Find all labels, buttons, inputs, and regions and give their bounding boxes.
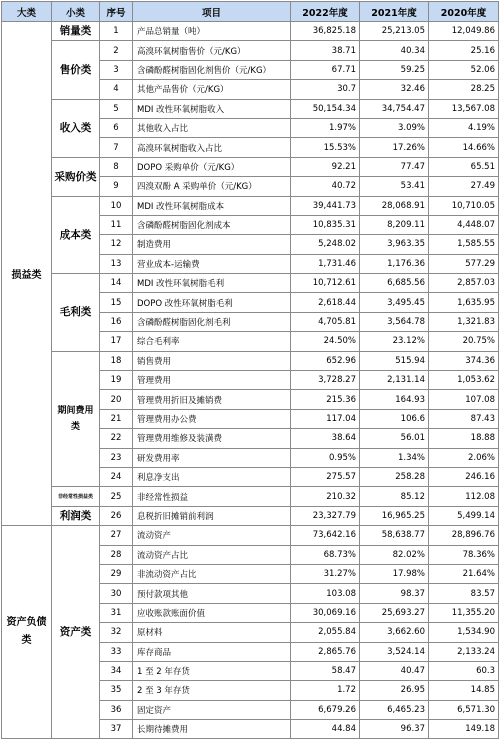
value-2020: 1,534.90 [429, 623, 499, 642]
value-2022: 0.95% [291, 448, 360, 467]
value-2021: 17.98% [360, 564, 429, 583]
minor-category-cell: 非经常性损益类 [52, 487, 100, 506]
value-2020: 11,355.20 [429, 603, 499, 622]
major-category-cell: 资产负债类 [2, 526, 52, 739]
value-2022: 24.50% [291, 332, 360, 351]
row-index: 7 [100, 138, 133, 157]
value-2020: 2,133.24 [429, 642, 499, 661]
row-item: 1 至 2 年存货 [133, 661, 291, 680]
minor-category-cell: 资产类 [52, 526, 100, 739]
value-2022: 73,642.16 [291, 526, 360, 545]
value-2022: 1,731.46 [291, 254, 360, 273]
row-item: 管理费用办公费 [133, 409, 291, 428]
value-2022: 67.71 [291, 60, 360, 79]
row-item: 制造费用 [133, 235, 291, 254]
row-index: 3 [100, 60, 133, 79]
row-item: 预付款项其他 [133, 584, 291, 603]
value-2021: 3,524.14 [360, 642, 429, 661]
value-2021: 40.47 [360, 661, 429, 680]
row-index: 29 [100, 564, 133, 583]
value-2020: 65.51 [429, 157, 499, 176]
value-2021: 258.28 [360, 467, 429, 486]
row-index: 18 [100, 351, 133, 370]
value-2020: 4,448.07 [429, 215, 499, 234]
value-2020: 14.66% [429, 138, 499, 157]
value-2020: 374.36 [429, 351, 499, 370]
value-2021: 34,754.47 [360, 99, 429, 118]
row-item: 其他收入占比 [133, 118, 291, 137]
table-row [2, 526, 499, 545]
value-2022: 117.04 [291, 409, 360, 428]
table-row [2, 41, 499, 60]
row-item: MDI 改性环氧树脂成本 [133, 196, 291, 215]
row-index: 23 [100, 448, 133, 467]
minor-category-cell: 采购价类 [52, 157, 100, 196]
table-row [2, 506, 499, 525]
minor-category-cell: 收入类 [52, 99, 100, 157]
row-item: 流动资产 [133, 526, 291, 545]
value-2020: 52.06 [429, 60, 499, 79]
value-2022: 2,618.44 [291, 293, 360, 312]
value-2021: 25,213.05 [360, 22, 429, 41]
row-item: 四溴双酚 A 采购单价（元/KG） [133, 177, 291, 196]
value-2022: 1.72 [291, 681, 360, 700]
header-index: 序号 [100, 2, 133, 22]
value-2022: 31.27% [291, 564, 360, 583]
row-index: 33 [100, 642, 133, 661]
value-2021: 32.46 [360, 80, 429, 99]
value-2020: 246.16 [429, 467, 499, 486]
value-2020: 28.25 [429, 80, 499, 99]
value-2021: 98.37 [360, 584, 429, 603]
row-item: 含磷酚醛树脂固化剂成本 [133, 215, 291, 234]
value-2020: 18.88 [429, 429, 499, 448]
row-item: 原材料 [133, 623, 291, 642]
value-2021: 3,495.45 [360, 293, 429, 312]
value-2022: 50,154.34 [291, 99, 360, 118]
row-item: 固定资产 [133, 700, 291, 719]
row-index: 9 [100, 177, 133, 196]
row-item: MDI 改性环氧树脂毛利 [133, 274, 291, 293]
value-2021: 515.94 [360, 351, 429, 370]
row-index: 19 [100, 371, 133, 390]
value-2022: 5,248.02 [291, 235, 360, 254]
row-item: MDI 改性环氧树脂收入 [133, 99, 291, 118]
row-item: 研发费用率 [133, 448, 291, 467]
table-row [2, 157, 499, 176]
row-index: 35 [100, 681, 133, 700]
row-item: 含磷酚醛树脂固化剂售价（元/KG） [133, 60, 291, 79]
value-2020: 20.75% [429, 332, 499, 351]
header-item: 项目 [133, 2, 291, 22]
value-2020: 1,321.83 [429, 312, 499, 331]
row-index: 21 [100, 409, 133, 428]
value-2021: 96.37 [360, 720, 429, 739]
table-row [2, 99, 499, 118]
row-index: 31 [100, 603, 133, 622]
value-2021: 164.93 [360, 390, 429, 409]
value-2020: 1,635.95 [429, 293, 499, 312]
value-2021: 82.02% [360, 545, 429, 564]
value-2021: 1.34% [360, 448, 429, 467]
value-2020: 28,896.76 [429, 526, 499, 545]
row-item: 含磷酚醛树脂固化剂毛利 [133, 312, 291, 331]
value-2022: 2,865.76 [291, 642, 360, 661]
row-index: 4 [100, 80, 133, 99]
value-2022: 39,441.73 [291, 196, 360, 215]
minor-category-cell: 期间费用类 [52, 351, 100, 487]
value-2020: 13,567.08 [429, 99, 499, 118]
value-2021: 6,465.23 [360, 700, 429, 719]
value-2020: 2.06% [429, 448, 499, 467]
value-2022: 23,327.79 [291, 506, 360, 525]
value-2020: 60.3 [429, 661, 499, 680]
row-index: 34 [100, 661, 133, 680]
row-item: 销售费用 [133, 351, 291, 370]
value-2020: 5,499.14 [429, 506, 499, 525]
row-item: 综合毛利率 [133, 332, 291, 351]
table-row [2, 274, 499, 293]
minor-category-cell: 成本类 [52, 196, 100, 274]
row-index: 24 [100, 467, 133, 486]
value-2022: 215.36 [291, 390, 360, 409]
row-item: 产品总销量（吨） [133, 22, 291, 41]
value-2021: 8,209.11 [360, 215, 429, 234]
row-item: 管理费用维修及装潢费 [133, 429, 291, 448]
value-2020: 78.36% [429, 545, 499, 564]
value-2021: 6,685.56 [360, 274, 429, 293]
value-2022: 92.21 [291, 157, 360, 176]
value-2020: 2,857.03 [429, 274, 499, 293]
row-index: 12 [100, 235, 133, 254]
value-2021: 3,564.78 [360, 312, 429, 331]
value-2021: 77.47 [360, 157, 429, 176]
value-2022: 30,069.16 [291, 603, 360, 622]
value-2021: 1,176.36 [360, 254, 429, 273]
value-2022: 44.84 [291, 720, 360, 739]
row-item: 流动资产占比 [133, 545, 291, 564]
minor-category-cell: 毛利类 [52, 274, 100, 352]
value-2021: 58,638.77 [360, 526, 429, 545]
table-row [2, 351, 499, 370]
row-item: 高溴环氧树脂收入占比 [133, 138, 291, 157]
value-2021: 3.09% [360, 118, 429, 137]
value-2021: 3,963.35 [360, 235, 429, 254]
value-2022: 4,705.81 [291, 312, 360, 331]
value-2020: 149.18 [429, 720, 499, 739]
row-index: 27 [100, 526, 133, 545]
value-2021: 23.12% [360, 332, 429, 351]
major-category-cell: 损益类 [2, 22, 52, 526]
value-2020: 6,571.30 [429, 700, 499, 719]
value-2020: 4.19% [429, 118, 499, 137]
value-2022: 6,679.26 [291, 700, 360, 719]
row-index: 8 [100, 157, 133, 176]
value-2022: 10,712.61 [291, 274, 360, 293]
row-index: 13 [100, 254, 133, 273]
value-2022: 275.57 [291, 467, 360, 486]
value-2021: 16,965.25 [360, 506, 429, 525]
minor-category-cell: 销量类 [52, 22, 100, 41]
value-2022: 2,055.84 [291, 623, 360, 642]
value-2021: 56.01 [360, 429, 429, 448]
value-2021: 2,131.14 [360, 371, 429, 390]
row-item: DOPO 改性环氧树脂毛利 [133, 293, 291, 312]
row-index: 20 [100, 390, 133, 409]
value-2021: 3,662.60 [360, 623, 429, 642]
row-item: 营业成本-运输费 [133, 254, 291, 273]
row-index: 2 [100, 41, 133, 60]
row-index: 26 [100, 506, 133, 525]
value-2022: 40.72 [291, 177, 360, 196]
row-index: 5 [100, 99, 133, 118]
value-2020: 87.43 [429, 409, 499, 428]
value-2022: 38.71 [291, 41, 360, 60]
row-index: 36 [100, 700, 133, 719]
row-item: 高溴环氧树脂售价（元/KG） [133, 41, 291, 60]
value-2022: 652.96 [291, 351, 360, 370]
value-2020: 21.64% [429, 564, 499, 583]
row-item: 非流动资产占比 [133, 564, 291, 583]
row-item: 非经常性损益 [133, 487, 291, 506]
value-2022: 103.08 [291, 584, 360, 603]
row-item: 应收账款账面价值 [133, 603, 291, 622]
row-item: 2 至 3 年存货 [133, 681, 291, 700]
financial-table [1, 1, 499, 739]
header-2022: 2022年度 [291, 2, 360, 22]
value-2020: 107.08 [429, 390, 499, 409]
row-item: 息税折旧摊销前利润 [133, 506, 291, 525]
value-2022: 10,835.31 [291, 215, 360, 234]
value-2020: 14.85 [429, 681, 499, 700]
value-2020: 1,585.55 [429, 235, 499, 254]
table-row [2, 22, 499, 41]
value-2022: 1.97% [291, 118, 360, 137]
value-2021: 53.41 [360, 177, 429, 196]
header-row [2, 2, 499, 22]
row-index: 22 [100, 429, 133, 448]
value-2022: 3,728.27 [291, 371, 360, 390]
value-2022: 38.64 [291, 429, 360, 448]
row-index: 10 [100, 196, 133, 215]
row-item: 库存商品 [133, 642, 291, 661]
row-index: 15 [100, 293, 133, 312]
header-2021: 2021年度 [360, 2, 429, 22]
value-2022: 58.47 [291, 661, 360, 680]
row-item: 长期待摊费用 [133, 720, 291, 739]
value-2020: 10,710.05 [429, 196, 499, 215]
value-2021: 40.34 [360, 41, 429, 60]
value-2021: 106.6 [360, 409, 429, 428]
value-2020: 112.08 [429, 487, 499, 506]
row-index: 17 [100, 332, 133, 351]
row-index: 25 [100, 487, 133, 506]
row-index: 14 [100, 274, 133, 293]
row-index: 32 [100, 623, 133, 642]
row-index: 37 [100, 720, 133, 739]
row-index: 30 [100, 584, 133, 603]
value-2022: 36,825.18 [291, 22, 360, 41]
value-2020: 1,053.62 [429, 371, 499, 390]
value-2022: 210.32 [291, 487, 360, 506]
value-2021: 59.25 [360, 60, 429, 79]
header-major-category: 大类 [2, 2, 52, 22]
minor-category-cell: 利润类 [52, 506, 100, 525]
row-item: 管理费用 [133, 371, 291, 390]
row-item: 管理费用折旧及摊销费 [133, 390, 291, 409]
header-2020: 2020年度 [429, 2, 499, 22]
table-row [2, 196, 499, 215]
value-2020: 83.57 [429, 584, 499, 603]
value-2020: 25.16 [429, 41, 499, 60]
table-row [2, 487, 499, 506]
row-index: 6 [100, 118, 133, 137]
row-item: DOPO 采购单价（元/KG） [133, 157, 291, 176]
value-2020: 577.29 [429, 254, 499, 273]
minor-category-cell: 售价类 [52, 41, 100, 99]
row-index: 28 [100, 545, 133, 564]
value-2021: 17.26% [360, 138, 429, 157]
value-2021: 28,068.91 [360, 196, 429, 215]
value-2022: 68.73% [291, 545, 360, 564]
value-2021: 85.12 [360, 487, 429, 506]
value-2021: 25,693.27 [360, 603, 429, 622]
row-item: 利息净支出 [133, 467, 291, 486]
row-item: 其他产品售价（元/KG） [133, 80, 291, 99]
row-index: 1 [100, 22, 133, 41]
row-index: 16 [100, 312, 133, 331]
value-2020: 12,049.86 [429, 22, 499, 41]
row-index: 11 [100, 215, 133, 234]
value-2022: 15.53% [291, 138, 360, 157]
value-2022: 30.7 [291, 80, 360, 99]
header-minor-category: 小类 [52, 2, 100, 22]
value-2021: 26.95 [360, 681, 429, 700]
value-2020: 27.49 [429, 177, 499, 196]
